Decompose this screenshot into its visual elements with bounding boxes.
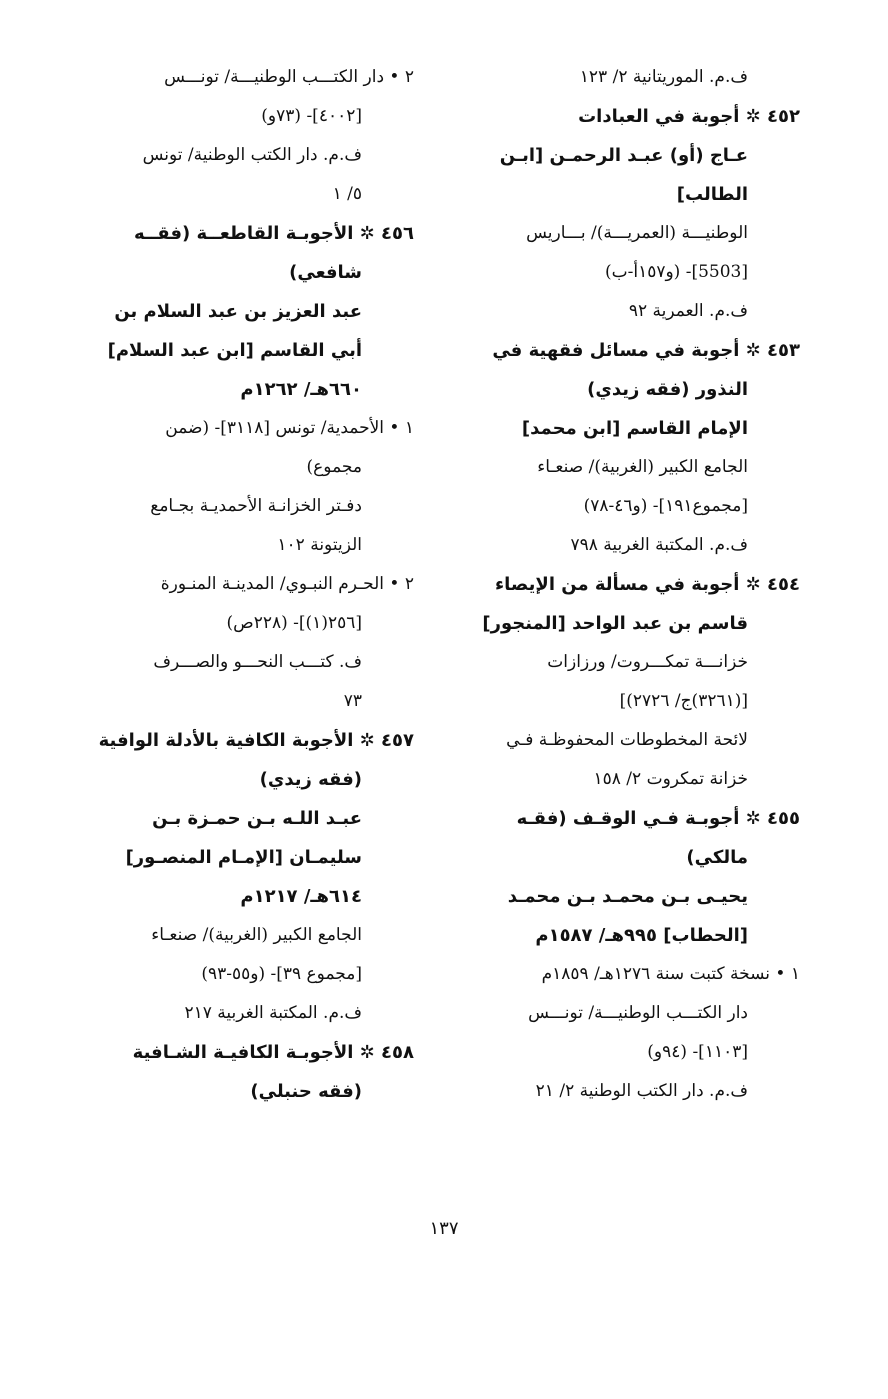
- text-line: (فقه زيدي): [259, 769, 362, 790]
- copy-line: ٢ • الحـرم النبـوي/ المدينـة المنـورة: [160, 574, 414, 594]
- text-line: ف.م. المكتبة الغربية ٢١٧: [184, 1003, 362, 1023]
- text-line: سليمـان [الإمـام المنصـور]: [125, 847, 362, 868]
- text-line: الجامع الكبير (الغربية)/ صنعـاء: [151, 925, 362, 945]
- copy-line: ٢ • دار الكتـــب الوطنيـــة/ تونـــس: [164, 67, 414, 87]
- entry-heading: ٤٥٦ ✲ الأجوبـة القاطعــة (فقــه: [134, 223, 414, 244]
- text-line: [5503]- (و١٥٧أ-ب): [604, 262, 748, 282]
- text-line: ٦١٤هـ/ ١٢١٧م: [240, 886, 362, 907]
- entry-heading: ٤٥٢ ✲ أجوبة في العبادات: [578, 106, 800, 127]
- text-line: شافعي): [289, 262, 362, 283]
- text-line: الإمام القاسم [ابن محمد]: [521, 418, 748, 439]
- text-line: ٥/ ١: [332, 184, 362, 204]
- text-line: يحيـى بـن محمـد بـن محمـد: [507, 886, 748, 907]
- text-line: لائحة المخطوطات المحفوظـة فـي: [506, 730, 748, 750]
- text-line: خزانة تمكروت ٢/ ١٥٨: [593, 769, 748, 789]
- text-line: [مجموع ٣٩]- (و٥٥-٩٣): [201, 964, 362, 984]
- text-line: مجموع): [306, 457, 362, 477]
- text-line: دفـتر الخزانـة الأحمديـة بجـامع: [150, 496, 362, 516]
- page-number: ١٣٧: [429, 1218, 459, 1239]
- right-column: [438, 58, 800, 1111]
- text-line: الطالب]: [676, 184, 748, 205]
- text-line: ف. كتـــب النحـــو والصـــرف: [153, 652, 362, 672]
- text-line: ف.م. دار الكتب الوطنية/ تونس: [142, 145, 362, 165]
- copy-line: ١ • نسخة كتبت سنة ١٢٧٦هـ/ ١٨٥٩م: [541, 964, 800, 984]
- text-line: قاسم بن عبد الواحد [المنجور]: [482, 613, 748, 634]
- text-line: عبد العزيز بن عبد السلام بن: [114, 301, 362, 322]
- text-line: [(٣٢٦١)ج/ ٢٧٢٦)]: [619, 691, 748, 711]
- text-line: ف.م. العمرية ٩٢: [628, 301, 748, 321]
- text-line: ٧٣: [343, 691, 362, 711]
- text-line: خزانـــة تمكـــروت/ ورزازات: [547, 652, 748, 672]
- entry-heading: ٤٥٣ ✲ أجوبة في مسائل فقهية في: [492, 340, 800, 361]
- left-column: [52, 58, 414, 1111]
- text-line: دار الكتـــب الوطنيـــة/ تونـــس: [528, 1003, 748, 1023]
- text-line: [٢٥٦(١)]- (٢٢٨ص): [226, 613, 362, 633]
- text-line: [الحطاب] ٩٩٥هـ/ ١٥٨٧م: [535, 925, 748, 946]
- text-line: أبي القاسم [ابن عبد السلام]: [107, 340, 362, 361]
- text-line: [١١٠٣]- (٩٤و): [647, 1042, 748, 1062]
- text-line: عبـد اللـه بـن حمـزة بـن: [152, 808, 362, 829]
- text-line: (فقه حنبلي): [250, 1081, 362, 1102]
- text-line: الوطنيـــة (العمريـــة)/ بـــاريس: [526, 223, 748, 243]
- entry-heading: ٤٥٨ ✲ الأجوبـة الكافيـة الشـافية: [132, 1042, 414, 1063]
- text-line: مالكي): [686, 847, 748, 868]
- text-line: ٦٦٠هـ/ ١٢٦٢م: [240, 379, 362, 400]
- text-line: ف.م. دار الكتب الوطنية ٢/ ٢١: [535, 1081, 748, 1101]
- entry-heading: ٤٥٤ ✲ أجوبة في مسألة من الإيصاء: [494, 574, 800, 595]
- text-line: الجامع الكبير (الغربية)/ صنعـاء: [537, 457, 748, 477]
- copy-line: ١ • الأحمدية/ تونس [٣١١٨]- (ضمن: [165, 418, 414, 438]
- text-line: النذور (فقه زيدي): [587, 379, 748, 400]
- text-line: الزيتونة ١٠٢: [277, 535, 362, 555]
- text-line: عـاج (أو) عبـد الرحمـن [ابـن: [499, 145, 748, 166]
- text-line: [٤٠٠٢]- (٧٣و): [261, 106, 362, 126]
- text-line: ف.م. المكتبة الغربية ٧٩٨: [570, 535, 748, 555]
- entry-heading: ٤٥٥ ✲ أجوبـة فـي الوقـف (فقـه: [516, 808, 800, 829]
- entry-heading: ٤٥٧ ✲ الأجوبة الكافية بالأدلة الوافية: [98, 730, 414, 751]
- text-line: ف.م. الموريتانية ٢/ ١٢٣: [579, 67, 748, 87]
- text-line: [مجموع١٩١]- (و٤٦-٧٨): [583, 496, 748, 516]
